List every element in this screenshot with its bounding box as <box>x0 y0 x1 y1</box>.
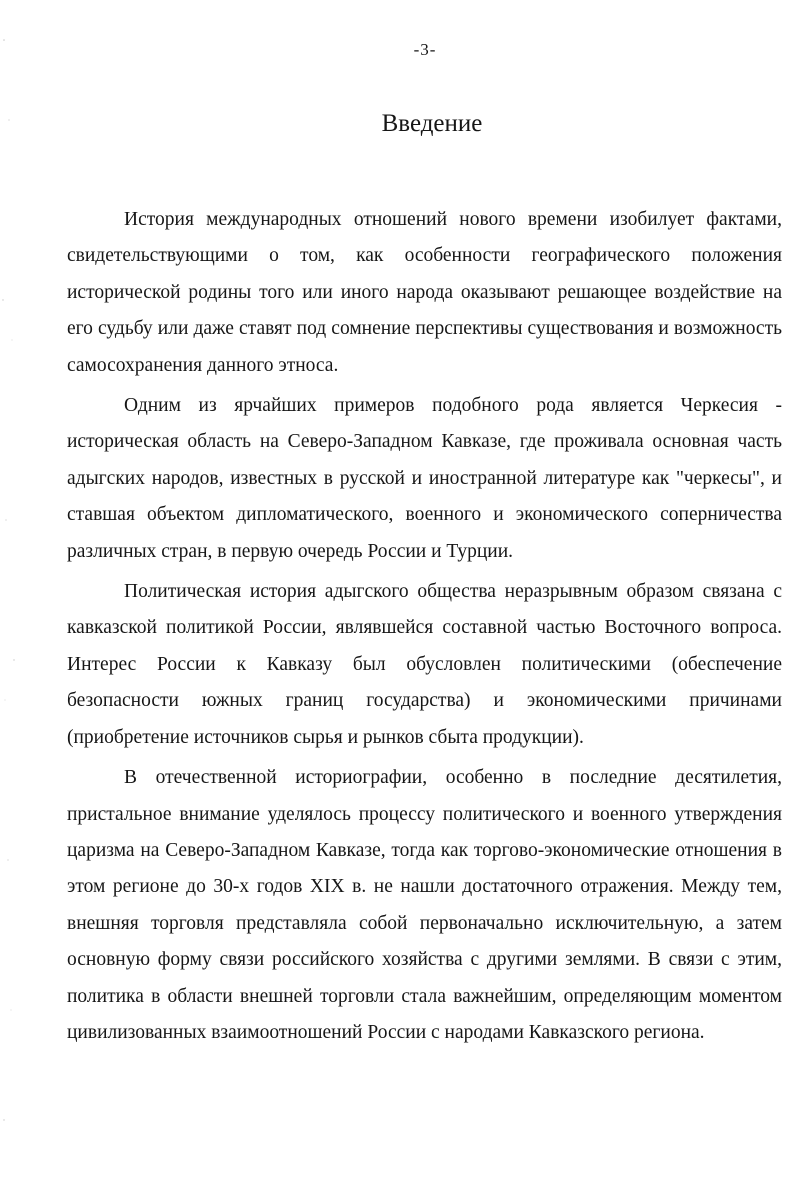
scan-edge-noise <box>0 0 20 1199</box>
body-text <box>67 202 782 1055</box>
paragraph-2: Одним из ярчайших примеров подобного рода является Черкесия - историческая область на Северо-Западном Кавказе, где проживала основная часть адыгских народов, известных в русской и иностранной литературе как "черкесы", и ставшая объектом дипломатического, военного и экономического соперничества различных стран, в первую очередь России и Турции. <box>67 395 782 562</box>
section-title: Введение <box>381 110 483 137</box>
paragraph-3: Политическая история адыгского общества неразрывным образом связана с кавказской политикой России, являвшейся составной частью Восточного вопроса. Интерес России к Кавказу был обусловлен политическими (обеспечение безопасности южных границ государства) и экономическими причинами (приобретение источников сырья и рынков сбыта продукции). <box>67 581 782 748</box>
paragraph-4: В отечественной историографии, особенно в последние десятилетия, пристальное внимание уделялось процессу политического и военного утверждения царизма на Северо-Западном Кавказе, тогда как торгово-экономические отношения в этом регионе до 30-х годов XIX в. не нашли достаточного отражения. Между тем, внешняя торговля представляла собой первоначально исключительную, а затем основную форму связи российского хозяйства с другими землями. В связи с этим, политика в области внешней торговли стала важнейшим, определяющим моментом цивилизованных взаимоотношений России с народами Кавказского региона. <box>67 767 782 1043</box>
page-number: -3- <box>413 40 437 59</box>
paragraph-1: История международных отношений нового времени изобилует фактами, свидетельствующими о том, как особенности географического положения исторической родины того или иного народа оказывают решающее воздействие на его судьбу или даже ставят под сомнение перспективы существования и возможность самосохранения данного этноса. <box>67 209 782 376</box>
